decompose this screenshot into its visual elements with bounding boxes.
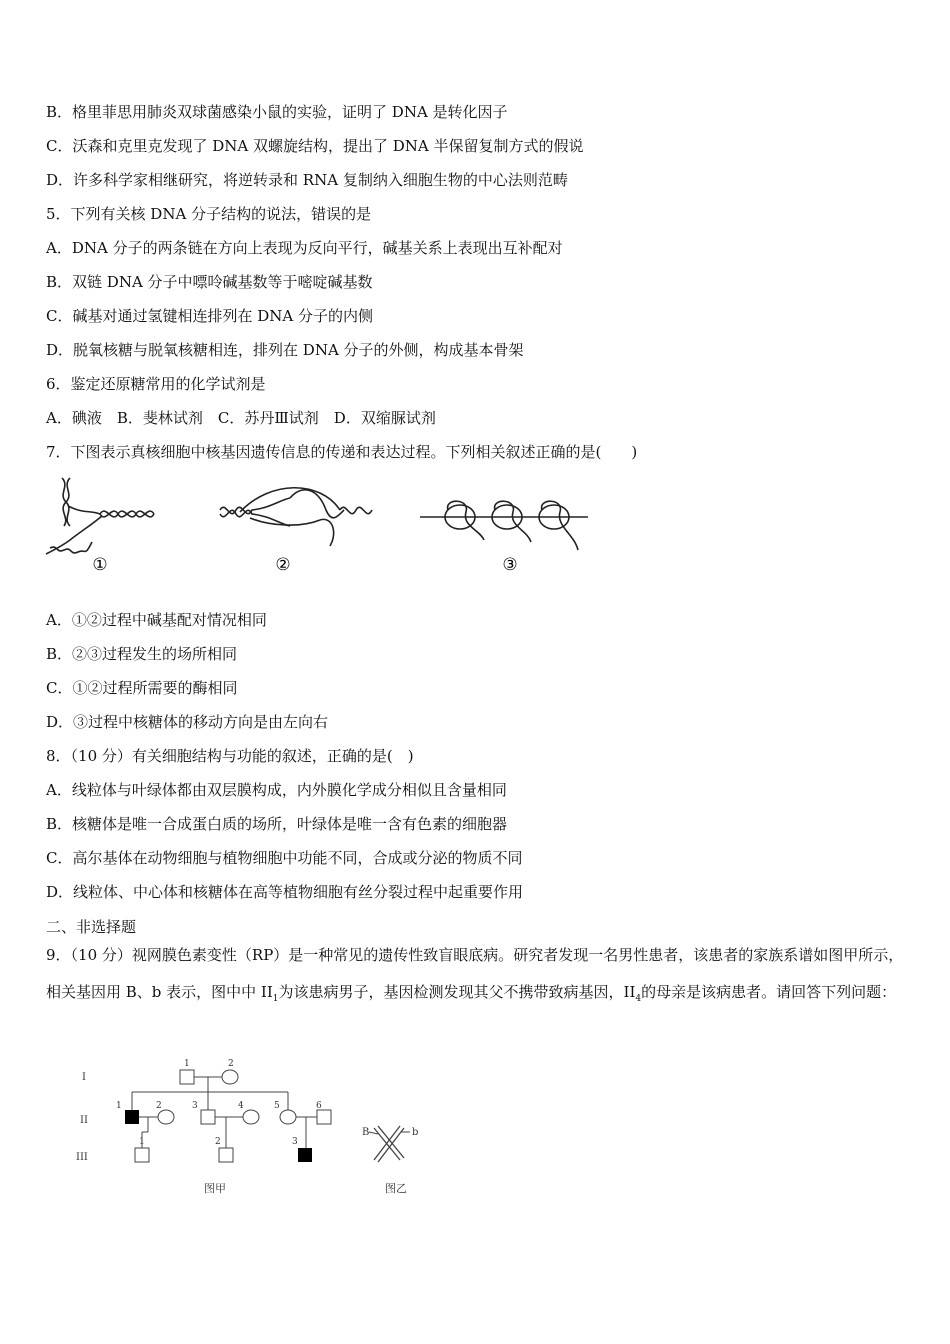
- q6-stem: 6．鉴定还原糖常用的化学试剂是: [46, 375, 266, 393]
- pedigree-II-5-female: [280, 1110, 296, 1124]
- section-heading: 二、非选择题: [46, 918, 137, 936]
- pedigree-num-II-1: 1: [116, 1101, 122, 1111]
- q9-text-part2: 为该患病男子，基因检测发现其父不携带致病基因，II: [278, 983, 636, 1001]
- q9-text-part1: 9．（10 分）视网膜色素变性（RP）是一种常见的遗传性致盲眼底病。研究者发现一名男性患者，该患者的家族系谱如图甲所示，相关基因用 B、b 表示，图中中 II: [46, 946, 904, 1001]
- q6-options: A．碘液 B．斐林试剂 C．苏丹Ⅲ试剂 D．双缩脲试剂: [46, 409, 436, 427]
- pedigree-num-I-1: 1: [184, 1059, 190, 1069]
- transcription-diagram: [220, 488, 372, 546]
- figure-label-1: ①: [92, 555, 108, 575]
- pedigree-II-6-male: [317, 1110, 331, 1124]
- replication-diagram: [46, 478, 154, 554]
- figure-label-2: ②: [275, 555, 291, 575]
- allele-label-left: B: [362, 1127, 370, 1138]
- q8-stem: 8．（10 分）有关细胞结构与功能的叙述，正确的是( ): [46, 747, 414, 765]
- pedigree-num-II-2: 2: [156, 1101, 162, 1111]
- pedigree-caption: 图甲: [204, 1182, 226, 1195]
- q7-stem: 7．下图表示真核细胞中核基因遗传信息的传递和表达过程。下列相关叙述正确的是( ): [46, 443, 638, 461]
- q5-option-d: D．脱氧核糖与脱氧核糖相连，排列在 DNA 分子的外侧，构成基本骨架: [46, 341, 524, 359]
- allele-label-right: b: [412, 1127, 419, 1138]
- q4-option-d: D．许多科学家相继研究，将逆转录和 RNA 复制纳入细胞生物的中心法则范畴: [46, 171, 568, 189]
- q9-stem: [46, 937, 906, 1018]
- translation-diagram: [420, 501, 588, 550]
- pedigree-II-3-male: [201, 1110, 215, 1124]
- q7-option-a: A．①②过程中碱基配对情况相同: [46, 611, 267, 629]
- pedigree-num-II-4: 4: [238, 1101, 244, 1111]
- q4-option-b: B．格里菲思用肺炎双球菌感染小鼠的实验，证明了 DNA 是转化因子: [46, 103, 508, 121]
- pedigree-num-II-3: 3: [192, 1101, 198, 1111]
- q9-subscript-4: 4: [635, 994, 642, 1004]
- pedigree-I-2-female: [222, 1070, 238, 1084]
- q5-option-c: C．碱基对通过氢键相连排列在 DNA 分子的内侧: [46, 307, 373, 325]
- q8-option-b: B．核糖体是唯一合成蛋白质的场所，叶绿体是唯一含有色素的细胞器: [46, 815, 508, 833]
- pedigree-I-1-male: [180, 1070, 194, 1084]
- q8-option-d: D．线粒体、中心体和核糖体在高等植物细胞有丝分裂过程中起重要作用: [46, 883, 524, 901]
- pedigree-II-4-female: [243, 1110, 259, 1124]
- pedigree-III-3-affected-male: [298, 1148, 312, 1162]
- generation-label-1: I: [82, 1072, 86, 1083]
- q7-option-c: C．①②过程所需要的酶相同: [46, 679, 238, 697]
- pedigree-figure: [60, 1050, 440, 1200]
- q8-option-a: A．线粒体与叶绿体都由双层膜构成，内外膜化学成分相似且含量相同: [46, 781, 507, 799]
- pedigree-III-2-male: [219, 1148, 233, 1162]
- pedigree-num-III-3: 3: [292, 1137, 298, 1147]
- q9-text-part3: 的母亲是该病患者。请回答下列问题：: [641, 983, 897, 1001]
- q7-option-d: D．③过程中核糖体的移动方向是由左向右: [46, 713, 329, 731]
- q5-option-b: B．双链 DNA 分子中嘌呤碱基数等于嘧啶碱基数: [46, 273, 373, 291]
- q4-option-c: C．沃森和克里克发现了 DNA 双螺旋结构，提出了 DNA 半保留复制方式的假说: [46, 137, 584, 155]
- pedigree-III-1-male: [135, 1148, 149, 1162]
- q5-option-a: A．DNA 分子的两条链在方向上表现为反向平行，碱基关系上表现出互补配对: [46, 239, 563, 257]
- q7-process-figure: [40, 470, 600, 580]
- pedigree-num-II-6: 6: [316, 1101, 322, 1111]
- chromosome-caption: 图乙: [385, 1182, 407, 1195]
- generation-label-2: II: [80, 1115, 88, 1126]
- pedigree-II-2-female: [158, 1110, 174, 1124]
- q7-option-b: B．②③过程发生的场所相同: [46, 645, 238, 663]
- q8-option-c: C．高尔基体在动物细胞与植物细胞中功能不同，合成或分泌的物质不同: [46, 849, 523, 867]
- q5-stem: 5．下列有关核 DNA 分子结构的说法，错误的是: [46, 205, 372, 223]
- q9-subscript-1: 1: [272, 994, 279, 1004]
- figure-label-3: ③: [502, 555, 518, 575]
- pedigree-II-1-affected-male: [125, 1110, 139, 1124]
- chromosome-diagram: [374, 1126, 404, 1162]
- pedigree-num-II-5: 5: [274, 1101, 280, 1111]
- pedigree-num-III-1: 1: [139, 1137, 145, 1147]
- pedigree-num-I-2: 2: [228, 1059, 234, 1069]
- generation-label-3: III: [76, 1152, 88, 1163]
- pedigree-num-III-2: 2: [215, 1137, 221, 1147]
